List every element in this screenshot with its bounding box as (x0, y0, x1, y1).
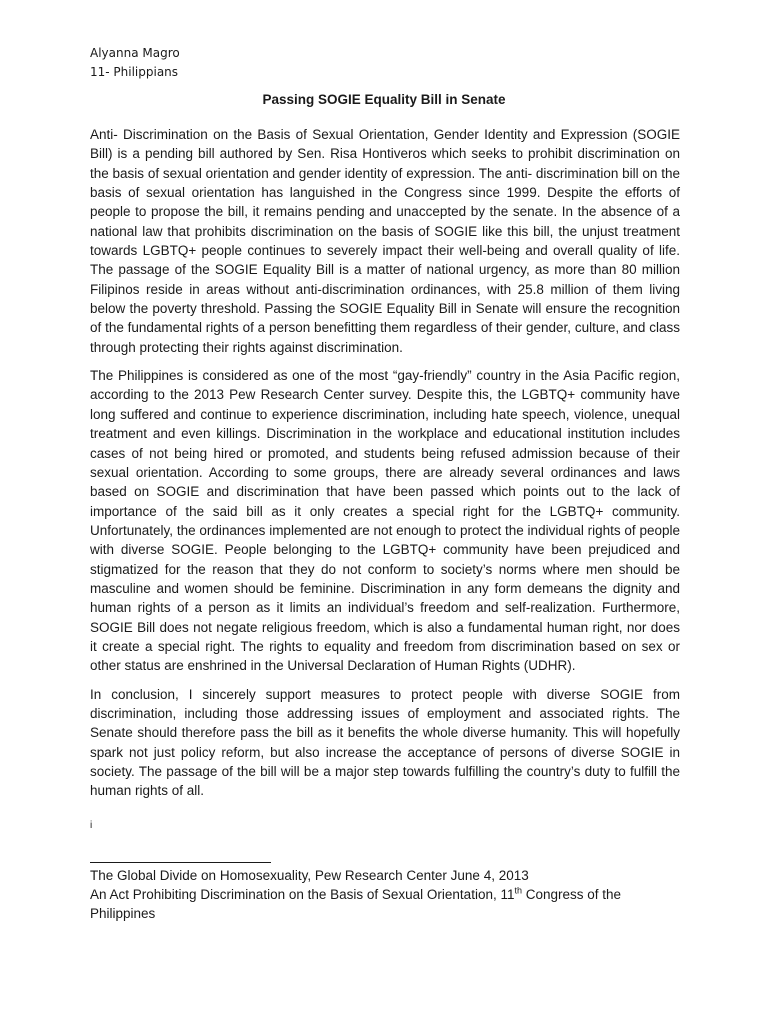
class-section: 11- Philippians (90, 65, 179, 79)
paragraph-introduction: Anti- Discrimination on the Basis of Sexual Orientation, Gender Identity and Expression (SOGIE Bill) is a pending bill authored by Sen. Risa Hontiveros which seeks to prohibit discrimination on the basis of sexual orientation and gender identity of expression. The anti- discrimination bill on the basis of sexual orientation has languished in the Congress since 1999. Despite the efforts of people to propose the bill, it remains pending and unaccepted by the senate. In the absence of a national law that prohibits discrimination on the basis of SOGIE like this bill, the unjust treatment towards LGBTQ+ people continues to severely impact their well-being and overall quality of life. The passage of the SOGIE Equality Bill is a matter of national urgency, as more than 80 million Filipinos reside in areas without anti-discrimination ordinances, with 25.8 million of them living below the poverty threshold. Passing the SOGIE Equality Bill in Senate will ensure the recognition of the fundamental rights of a person benefitting them regardless of their gender, culture, and class through protecting their rights against discrimination. (90, 127, 680, 355)
document-header (90, 44, 180, 82)
footnote-2-text: An Act Prohibiting Discrimination on the Basis of Sexual Orientation, 11 (90, 887, 515, 902)
paragraph-conclusion: In conclusion, I sincerely support measures to protect people with diverse SOGIE from discrimination, including those addressing issues of employment and associated rights. The Senate should therefore pass the bill as it benefits the whole diverse humanity. This will hopefully spark not just policy reform, but also increase the acceptance of persons of diverse SOGIE in society. The passage of the bill will be a major step towards fulfilling the country’s duty to fulfill the human rights of all. (90, 686, 680, 799)
paragraph-argument: The Philippines is considered as one of the most “gay-friendly” country in the Asia Pacific region, according to the 2013 Pew Research Center survey. Despite this, the LGBTQ+ community have long suffered and continue to experience discrimination, including hate speech, violence, unequal treatment and even killings. Discrimination in the workplace and educational institution includes cases of not being hired or promoted, and students being refused admission because of their sexual orientation. According to some groups, there are already several ordinances and laws based on SOGIE and discrimination that have been passed which points out to the lack of importance of the said bill as it only creates a special right for the LGBTQ+ community. Unfortunately, the ordinances implemented are not enough to protect the individual rights of people with diverse SOGIE. People belonging to the LGBTQ+ community have been prejudiced and stigmatized for the reason that they do not conform to society’s norms where men should be masculine and women should be feminine. Discrimination in any form demeans the dignity and human rights of a person as it limits an individual’s freedom and self-realization. Furthermore, SOGIE Bill does not negate religious freedom, which is also a fundamental human right, nor does it create a special right. The rights to equality and freedom from discrimination based on sex or other status are enshrined in the Universal Declaration of Human Rights (UDHR). (90, 368, 680, 674)
footnote-separator (90, 862, 271, 863)
footnote-1: The Global Divide on Homosexuality, Pew Research Center June 4, 2013 (90, 868, 529, 883)
footnote-2 (90, 885, 680, 923)
document-title: Passing SOGIE Equality Bill in Senate (262, 92, 506, 107)
footnote-2-text-end: Congress of the Philippines (90, 887, 622, 921)
footnote-marker: i (90, 820, 93, 831)
footnotes (90, 866, 680, 923)
document-body (90, 125, 680, 810)
footnote-2-superscript: th (514, 885, 522, 896)
author-name: Alyanna Magro (90, 46, 180, 60)
